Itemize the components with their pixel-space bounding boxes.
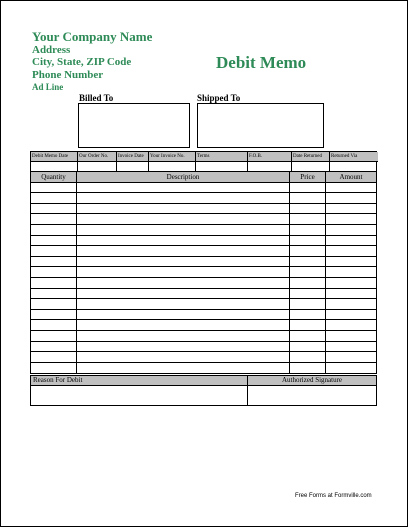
items-header-cell: Price [290,172,326,183]
items-input-cell[interactable] [290,236,326,247]
info-header-cell: Your Invoice No. [149,152,196,162]
items-input-cell[interactable] [77,289,290,300]
items-input-cell[interactable] [290,278,326,289]
items-input-cell[interactable] [77,214,290,225]
items-input-cell[interactable] [326,214,376,225]
items-input-cell[interactable] [326,236,376,247]
items-input-cell[interactable] [326,183,376,194]
items-input-cell[interactable] [77,183,290,194]
info-header-cell: Our Order No. [78,152,117,162]
items-input-cell[interactable] [326,278,376,289]
billed-to-label: Billed To [79,93,114,103]
items-input-cell[interactable] [326,257,376,268]
items-input-cell[interactable] [326,267,376,278]
items-input-cell[interactable] [290,193,326,204]
company-name: Your Company Name [32,29,153,44]
items-input-cell[interactable] [31,278,77,289]
info-header-cell: Invoice Date [117,152,149,162]
items-input-cell[interactable] [31,214,77,225]
items-input-cell[interactable] [326,320,376,331]
billed-to-box[interactable] [78,103,190,148]
items-input-cell[interactable] [326,204,376,215]
items-input-cell[interactable] [77,310,290,321]
info-header-cell: Terms [196,152,248,162]
info-header-cell: Debit Memo Date [31,152,78,162]
items-input-cell[interactable] [31,267,77,278]
items-input-cell[interactable] [77,246,290,257]
reason-for-debit-field[interactable] [31,386,248,405]
items-input-cell[interactable] [77,236,290,247]
items-input-cell[interactable] [31,342,77,353]
items-input-cell[interactable] [326,352,376,363]
company-block [32,31,152,94]
items-input-cell[interactable] [326,193,376,204]
items-input-cell[interactable] [290,331,326,342]
footer-credit: Free Forms at Formville.com [295,493,372,499]
company-address: Address [32,43,71,56]
company-phone: Phone Number [32,68,104,81]
items-input-cell[interactable] [31,193,77,204]
items-input-cell[interactable] [31,331,77,342]
reason-for-debit-header: Reason For Debit [31,376,248,386]
company-city-state-zip: City, State, ZIP Code [32,56,132,68]
authorized-signature-header: Authorized Signature [248,376,376,386]
items-input-cell[interactable] [77,320,290,331]
info-header-cell: F.O.B. [248,152,292,162]
info-header-cell: Returned Via [330,152,378,162]
form-title: Debit Memo [216,53,307,72]
items-input-cell[interactable] [77,225,290,236]
items-input-cell[interactable] [290,183,326,194]
items-input-cell[interactable] [77,331,290,342]
items-input-cell[interactable] [31,363,77,374]
items-input-cell[interactable] [31,352,77,363]
items-input-cell[interactable] [290,225,326,236]
items-input-cell[interactable] [77,342,290,353]
shipped-to-label: Shipped To [197,93,241,103]
order-info-table [30,151,377,173]
items-input-cell[interactable] [290,257,326,268]
items-input-cell[interactable] [31,299,77,310]
items-input-cell[interactable] [290,204,326,215]
items-input-cell[interactable] [31,320,77,331]
items-input-cell[interactable] [326,363,376,374]
items-input-cell[interactable] [77,204,290,215]
items-input-cell[interactable] [326,246,376,257]
items-input-cell[interactable] [290,363,326,374]
items-input-cell[interactable] [77,267,290,278]
items-input-cell[interactable] [326,331,376,342]
items-input-cell[interactable] [326,299,376,310]
items-header-cell: Quantity [31,172,77,183]
line-items-table [30,171,377,374]
items-input-cell[interactable] [290,310,326,321]
company-ad-line: Ad Line [32,82,64,92]
items-input-cell[interactable] [31,246,77,257]
items-input-cell[interactable] [290,299,326,310]
items-input-cell[interactable] [326,289,376,300]
items-header-cell: Amount [326,172,376,183]
items-input-cell[interactable] [77,299,290,310]
items-input-cell[interactable] [31,289,77,300]
items-input-cell[interactable] [290,246,326,257]
info-header-cell: Date Returned [292,152,330,162]
items-input-cell[interactable] [290,214,326,225]
items-input-cell[interactable] [290,342,326,353]
items-input-cell[interactable] [290,320,326,331]
items-input-cell[interactable] [290,289,326,300]
items-input-cell[interactable] [31,310,77,321]
footer-table [30,375,377,406]
items-input-cell[interactable] [31,225,77,236]
items-input-cell[interactable] [326,342,376,353]
authorized-signature-field[interactable] [248,386,376,405]
items-input-cell[interactable] [31,204,77,215]
items-input-cell[interactable] [31,236,77,247]
items-input-cell[interactable] [31,183,77,194]
items-input-cell[interactable] [31,257,77,268]
items-input-cell[interactable] [77,193,290,204]
items-input-cell[interactable] [77,257,290,268]
items-input-cell[interactable] [326,225,376,236]
items-input-cell[interactable] [77,352,290,363]
shipped-to-box[interactable] [197,103,324,148]
items-input-cell[interactable] [290,352,326,363]
items-input-cell[interactable] [326,310,376,321]
items-input-cell[interactable] [77,363,290,374]
items-input-cell[interactable] [77,278,290,289]
items-header-cell: Description [77,172,290,183]
items-input-cell[interactable] [290,267,326,278]
